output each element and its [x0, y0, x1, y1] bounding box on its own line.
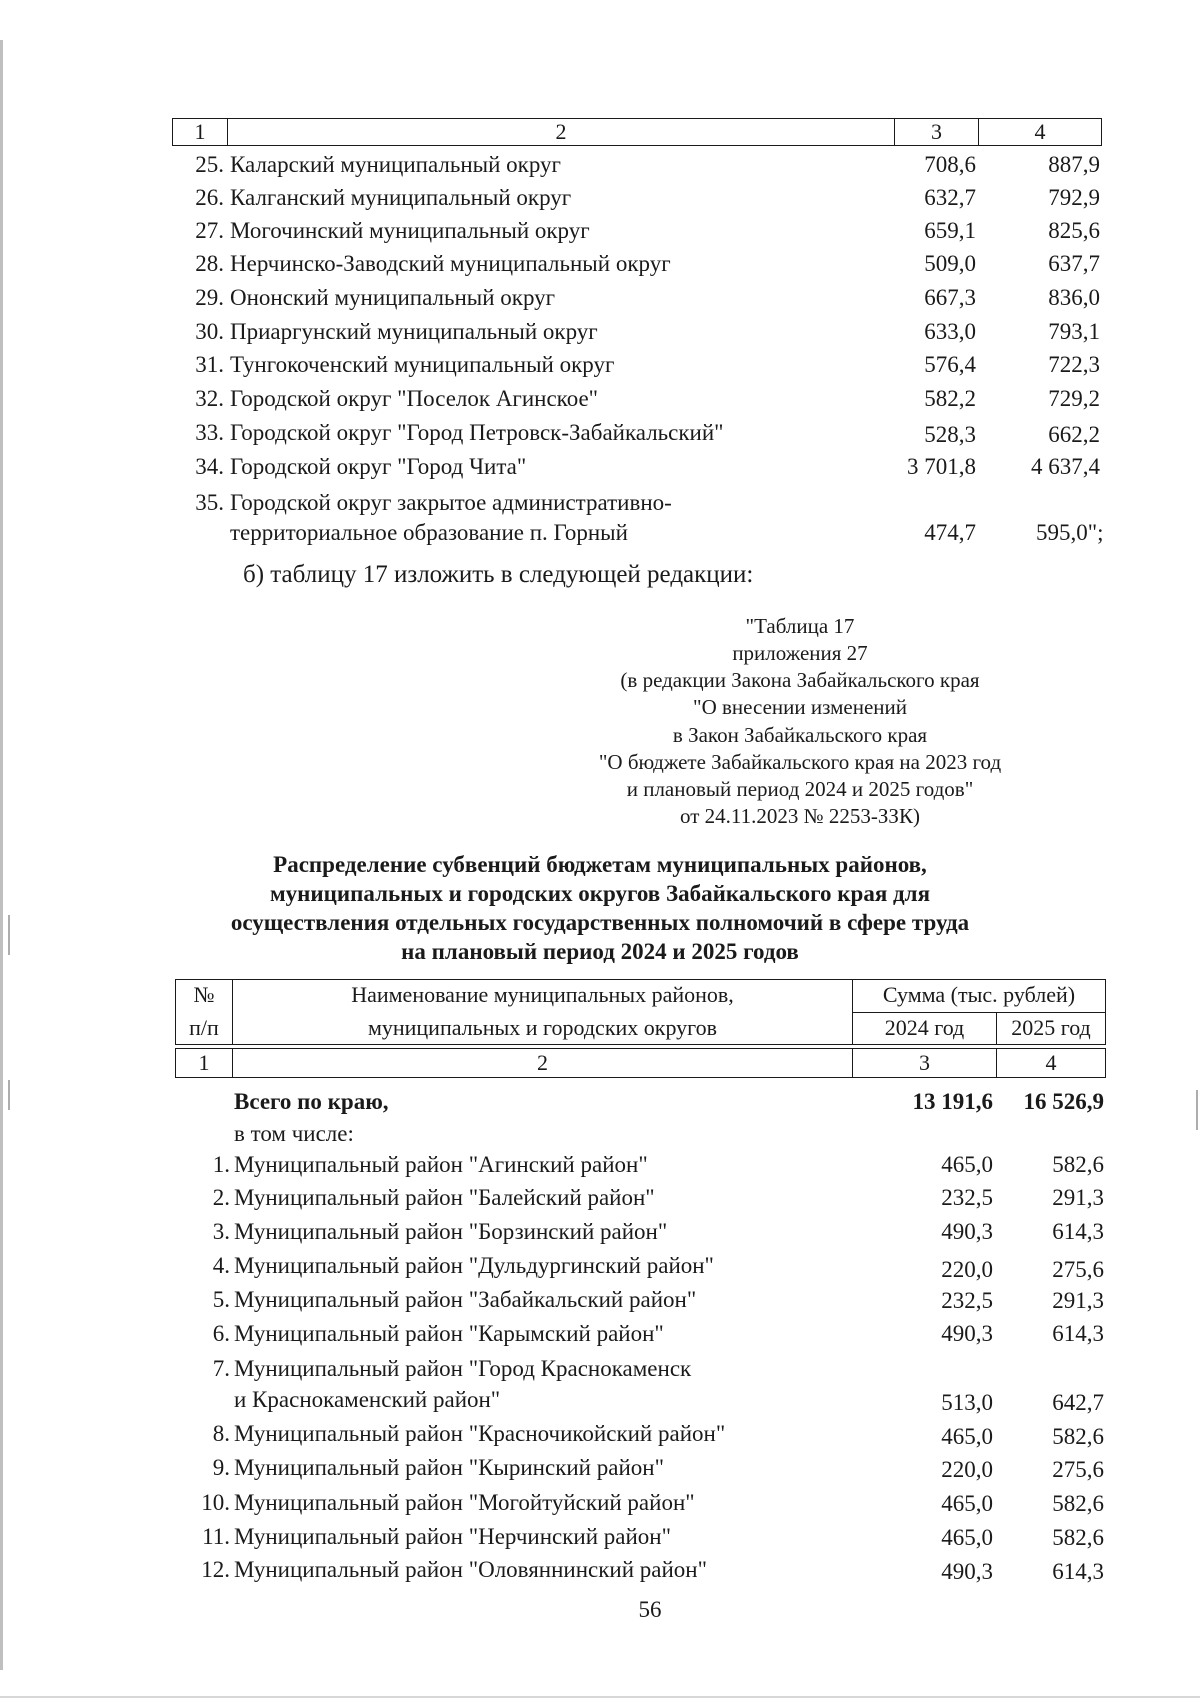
- row-value-4: 793,1: [1048, 319, 1100, 344]
- row-value-2024: 490,3: [941, 1219, 993, 1244]
- row-number: 27.: [195, 218, 224, 243]
- row-value-3: 528,3: [924, 422, 976, 447]
- including-label: в том числе:: [234, 1121, 354, 1146]
- page-number: 56: [638, 1597, 662, 1622]
- row-value-4: 887,9: [1048, 152, 1100, 177]
- row-value-2025: 291,3: [1052, 1288, 1104, 1313]
- row-name-line-1: Городской округ закрытое административно-: [230, 490, 672, 515]
- row-value-2025: 582,6: [1052, 1525, 1104, 1550]
- top-table-col-4: 4: [1034, 119, 1046, 144]
- row-value-2025: 614,3: [1052, 1559, 1104, 1584]
- row-value-3: 474,7: [924, 520, 976, 545]
- row-value-3: 582,2: [924, 386, 976, 411]
- row-value-4: 662,2: [1048, 422, 1100, 447]
- row-name: Городской округ "Город Чита": [230, 454, 527, 479]
- header-number-line-2: п/п: [189, 1015, 219, 1040]
- row-value-2024: 465,0: [941, 1152, 993, 1177]
- row-name: Городской округ "Город Петровск-Забайкальский": [230, 420, 724, 445]
- scan-mark: [8, 1080, 10, 1110]
- row-number: 30.: [195, 319, 224, 344]
- heading-line: и плановый период 2024 и 2025 годов": [626, 777, 974, 801]
- row-value-2024: 232,5: [941, 1185, 993, 1210]
- row-number: 12.: [201, 1557, 230, 1582]
- row-value-4: 792,9: [1048, 185, 1100, 210]
- row-value-2025: 582,6: [1052, 1491, 1104, 1516]
- row-name: Муниципальный район "Красночикойский район": [234, 1421, 726, 1446]
- heading-line: в Закон Забайкальского края: [672, 723, 928, 747]
- top-table-col-3: 3: [931, 119, 942, 144]
- header-2024-label: 2024 год: [884, 1015, 965, 1040]
- header-name-line-2: муниципальных и городских округов: [367, 1015, 718, 1040]
- heading-line: от 24.11.2023 № 2253-ЗЗК): [680, 804, 920, 828]
- header-2025-label: 2025 год: [1011, 1015, 1091, 1040]
- row-name: Муниципальный район "Балейский район": [234, 1185, 655, 1210]
- title-line: осуществления отдельных государственных полномочий в сфере труда: [230, 910, 970, 935]
- numbering-col-2: 2: [537, 1050, 548, 1075]
- heading-line: "Таблица 17: [745, 614, 855, 638]
- scan-edge-line: [0, 40, 3, 1670]
- numbering-col-3: 3: [919, 1050, 930, 1075]
- row-number: 5.: [212, 1287, 230, 1312]
- row-value-4: 836,0: [1048, 285, 1100, 310]
- row-name: Муниципальный район "Дульдургинский район": [234, 1253, 714, 1278]
- row-value-2024: 220,0: [941, 1457, 993, 1482]
- row-number: 10.: [201, 1490, 230, 1515]
- row-value-2024: 490,3: [941, 1559, 993, 1584]
- row-number: 3.: [212, 1219, 230, 1244]
- row-value-4: 825,6: [1048, 218, 1100, 243]
- row-value-3: 633,0: [924, 319, 976, 344]
- row-name: Калганский муниципальный округ: [230, 185, 572, 210]
- row-number: 7.: [212, 1356, 230, 1381]
- row-value-2025: 275,6: [1052, 1457, 1104, 1482]
- row-value-3: 667,3: [924, 285, 976, 310]
- row-value-2025: 275,6: [1052, 1257, 1104, 1282]
- row-value-2025: 582,6: [1052, 1152, 1104, 1177]
- row-name: Муниципальный район "Нерчинский район": [234, 1524, 671, 1549]
- row-value-2024: 232,5: [941, 1288, 993, 1313]
- row-number: 4.: [212, 1253, 230, 1278]
- scan-mark: [8, 915, 10, 955]
- row-number: 31.: [195, 352, 224, 377]
- row-name: Муниципальный район "Забайкальский район": [234, 1287, 697, 1312]
- row-name: Муниципальный район "Оловяннинский район": [234, 1557, 708, 1582]
- row-value-2024: 465,0: [941, 1424, 993, 1449]
- row-value-3: 659,1: [924, 218, 976, 243]
- row-name-line-1: Муниципальный район "Город Краснокаменск: [234, 1356, 692, 1381]
- row-name: Тунгокоченский муниципальный округ: [230, 352, 615, 377]
- row-value-2025: 614,3: [1052, 1321, 1104, 1346]
- row-name: Нерчинско-Заводский муниципальный округ: [230, 251, 671, 276]
- row-value-4: 722,3: [1048, 352, 1100, 377]
- row-number: 6.: [212, 1321, 230, 1346]
- total-2025: 16 526,9: [1023, 1089, 1104, 1114]
- row-name: Муниципальный район "Агинский район": [234, 1152, 648, 1177]
- row-value-2024: 513,0: [941, 1390, 993, 1415]
- row-value-3: 708,6: [924, 152, 976, 177]
- row-value-2025: 614,3: [1052, 1219, 1104, 1244]
- top-table-col-2: 2: [555, 119, 567, 144]
- row-name: Муниципальный район "Борзинский район": [234, 1219, 668, 1244]
- title-line: муниципальных и городских округов Забайкальского края для: [269, 881, 931, 906]
- row-name: Муниципальный район "Кыринский район": [234, 1455, 664, 1480]
- row-number: 28.: [195, 251, 224, 276]
- row-number: 35.: [195, 490, 224, 515]
- header-sum-label: Сумма (тыс. рублей): [882, 982, 1076, 1007]
- row-name: Могочинский муниципальный округ: [230, 218, 590, 243]
- row-value-2024: 220,0: [941, 1257, 993, 1282]
- heading-line: "О бюджете Забайкальского края на 2023 год: [598, 750, 1002, 774]
- row-value-2025: 582,6: [1052, 1424, 1104, 1449]
- numbering-col-1: 1: [198, 1050, 210, 1075]
- row-number: 32.: [195, 386, 224, 411]
- row-name-line-2: и Краснокаменский район": [234, 1387, 501, 1412]
- row-value-2024: 490,3: [941, 1321, 993, 1346]
- row-number: 26.: [195, 185, 224, 210]
- row-value-3: 632,7: [924, 185, 976, 210]
- row-number: 25.: [195, 152, 224, 177]
- row-name: Каларский муниципальный округ: [230, 152, 561, 177]
- scan-edge-line: [0, 1696, 1200, 1698]
- row-name: Городской округ "Поселок Агинское": [230, 386, 599, 411]
- row-value-4: 637,7: [1048, 251, 1100, 276]
- heading-line: приложения 27: [732, 641, 868, 665]
- row-value-3: 3 701,8: [907, 454, 976, 479]
- row-number: 11.: [202, 1524, 230, 1549]
- row-name: Приаргунский муниципальный округ: [230, 319, 598, 344]
- heading-line: "О внесении изменений: [693, 695, 907, 719]
- row-number: 29.: [195, 285, 224, 310]
- row-value-4: 729,2: [1048, 386, 1100, 411]
- row-number: 34.: [195, 454, 224, 479]
- row-name: Муниципальный район "Могойтуйский район": [234, 1490, 695, 1515]
- row-number: 1.: [212, 1152, 230, 1177]
- row-value-2024: 465,0: [941, 1525, 993, 1550]
- row-number: 33.: [195, 420, 224, 445]
- row-value-3: 509,0: [924, 251, 976, 276]
- header-name-line-1: Наименование муниципальных районов,: [351, 982, 734, 1007]
- header-number-line-1: №: [193, 982, 215, 1007]
- row-name-line-2: территориальное образование п. Горный: [230, 520, 628, 545]
- total-label: Всего по краю,: [234, 1089, 389, 1114]
- title-line: Распределение субвенций бюджетам муниципальных районов,: [273, 852, 927, 877]
- row-value-2025: 642,7: [1052, 1390, 1104, 1415]
- scan-mark: [1196, 1090, 1198, 1130]
- instruction-text: б) таблицу 17 изложить в следующей редакции:: [243, 561, 754, 588]
- row-name: Муниципальный район "Карымский район": [234, 1321, 664, 1346]
- total-2024: 13 191,6: [912, 1089, 993, 1114]
- title-line: на плановый период 2024 и 2025 годов: [401, 939, 799, 964]
- row-value-4: 4 637,4: [1031, 454, 1100, 479]
- top-table-col-1: 1: [194, 119, 206, 144]
- row-name: Ононский муниципальный округ: [230, 285, 556, 310]
- row-number: 2.: [212, 1185, 230, 1210]
- heading-line: (в редакции Закона Забайкальского края: [620, 668, 980, 692]
- row-value-2025: 291,3: [1052, 1185, 1104, 1210]
- row-value-3: 576,4: [924, 352, 976, 377]
- row-number: 8.: [212, 1421, 230, 1446]
- numbering-col-4: 4: [1045, 1050, 1057, 1075]
- row-value-4: 595,0";: [1036, 520, 1104, 545]
- row-value-2024: 465,0: [941, 1491, 993, 1516]
- row-number: 9.: [212, 1455, 230, 1480]
